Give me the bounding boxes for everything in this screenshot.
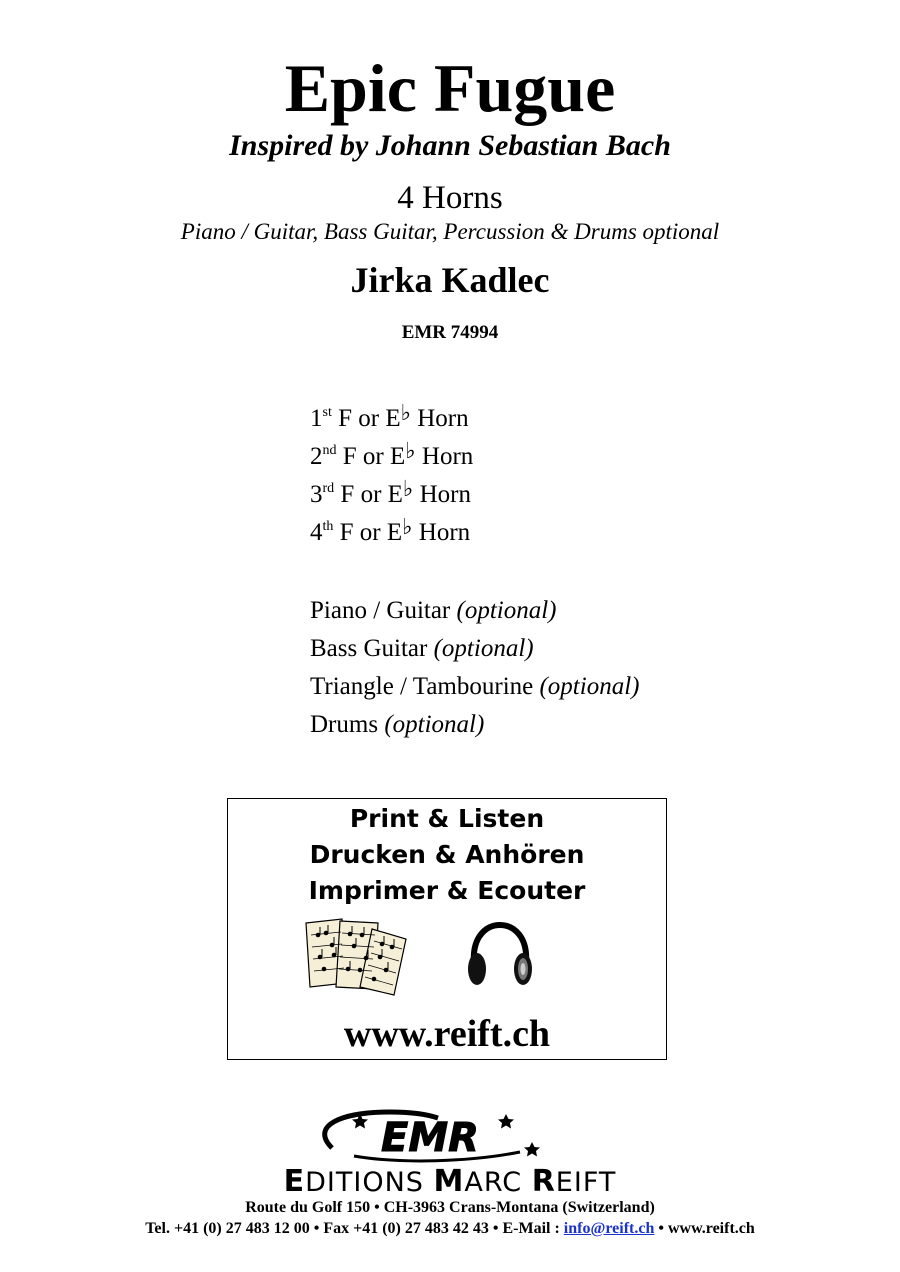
ensemble: 4 Horns <box>397 180 503 216</box>
page-title: Epic Fugue <box>284 50 616 126</box>
horn-parts-list <box>310 400 473 552</box>
list-item <box>310 514 473 552</box>
part-name: Triangle / Tambourine <box>310 673 534 700</box>
publisher-contact: Tel. +41 (0) 27 483 12 00 • Fax +41 (0) 27 483 42 43 • E-Mail : info@reift.ch • www.reift.ch <box>145 1220 755 1237</box>
composer: Jirka Kadlec <box>350 260 550 300</box>
part-instrument: Horn <box>413 481 471 508</box>
subtitle: Inspired by Johann Sebastian Bach <box>229 129 671 162</box>
part-instrument: Horn <box>412 519 471 546</box>
promo-line-de: Drucken & Anhören <box>309 840 585 869</box>
optional-note: (optional) <box>384 711 485 738</box>
optional-note: (optional) <box>456 597 557 624</box>
star-icon <box>498 1114 514 1129</box>
star-icon <box>524 1142 540 1157</box>
print-listen-box <box>227 798 667 1060</box>
part-number: 3 <box>310 481 323 508</box>
part-name: Drums <box>310 711 379 738</box>
part-ordinal: th <box>322 519 334 534</box>
part-key: F or E <box>333 519 403 546</box>
flat-icon: ♭ <box>405 438 416 463</box>
part-instrument: Horn <box>415 443 474 470</box>
part-number: 4 <box>310 519 323 546</box>
list-item <box>310 400 473 438</box>
part-ordinal: rd <box>322 481 335 496</box>
promo-line-fr: Imprimer & Ecouter <box>308 876 586 905</box>
list-item <box>310 706 639 744</box>
emr-logo <box>310 1108 550 1166</box>
optional-note: (optional) <box>539 673 640 700</box>
optional-parts-list <box>310 592 639 744</box>
headphones-icon <box>464 921 536 993</box>
list-item <box>310 668 639 706</box>
flat-icon: ♭ <box>402 514 413 539</box>
email-link[interactable]: info@reift.ch <box>563 1220 655 1237</box>
part-key: F or E <box>336 443 406 470</box>
emr-logo-text: EMR <box>381 1115 479 1161</box>
list-item <box>310 592 639 630</box>
part-name: Piano / Guitar <box>310 597 451 624</box>
instrumentation-note: Piano / Guitar, Bass Guitar, Percussion & Drums optional <box>180 219 720 244</box>
catalog-number: EMR 74994 <box>401 322 499 343</box>
part-key: F or E <box>331 405 401 432</box>
promo-url[interactable]: www.reift.ch <box>343 1013 551 1055</box>
sheet-music-icon <box>302 917 412 997</box>
list-item <box>310 476 473 514</box>
flat-icon: ♭ <box>400 400 411 425</box>
part-number: 1 <box>310 405 323 432</box>
part-ordinal: st <box>322 405 332 420</box>
flat-icon: ♭ <box>402 476 414 501</box>
part-name: Bass Guitar <box>310 635 428 662</box>
list-item <box>310 630 639 668</box>
publisher-address: Route du Golf 150 • CH-3963 Crans-Montana (Switzerland) <box>245 1199 655 1216</box>
promo-line-en: Print & Listen <box>349 804 545 833</box>
publisher-name: EDITIONS MARC REIFT <box>283 1164 617 1199</box>
list-item <box>310 438 473 476</box>
part-instrument: Horn <box>410 405 469 432</box>
part-ordinal: nd <box>322 443 337 458</box>
part-key: F or E <box>334 481 403 508</box>
part-number: 2 <box>310 443 323 470</box>
optional-note: (optional) <box>433 635 534 662</box>
